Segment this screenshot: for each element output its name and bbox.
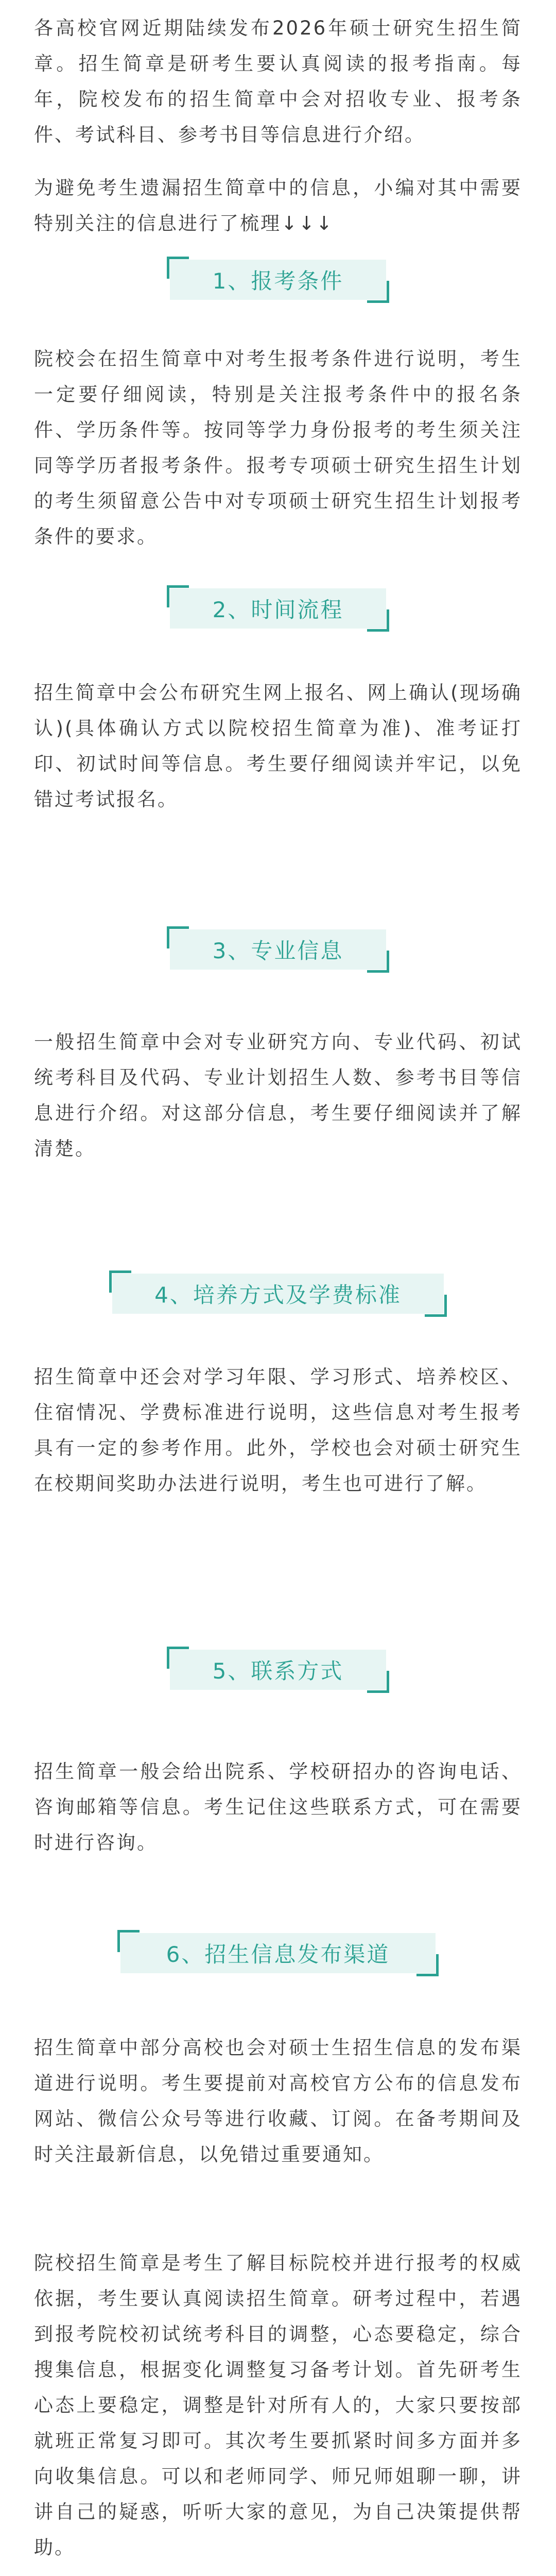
section-heading-pill [112,1274,444,1314]
section-title: 1、报考条件 [212,268,344,294]
section-heading-pill [170,260,386,300]
section-heading-1 [0,241,556,318]
section-heading-6 [0,1914,556,1992]
section-5-paragraph: 招生简章一般会给出院系、学校研招办的咨询电话、咨询邮箱等信息。考生记住这些联系方式，可在需要时进行咨询。 [34,1760,522,1854]
intro-paragraph-2: 为避免考生遗漏招生简章中的信息，小编对其中需要特别关注的信息进行了梳理↓↓↓ [34,177,522,234]
section-heading-2 [0,570,556,647]
section-heading-pill [120,1933,436,1973]
section-title: 3、专业信息 [212,938,344,963]
section-title: 6、招生信息发布渠道 [166,1942,390,1967]
section-heading-3 [0,911,556,988]
corner-bracket-decoration [167,1647,189,1669]
section-2-paragraph: 招生简章中会公布研究生网上报名、网上确认(现场确认)(具体确认方式以院校招生简章为准)、准考证打印、初试时间等信息。考生要仔细阅读并牢记，以免错过考试报名。 [34,682,522,810]
section-heading-4 [0,1255,556,1332]
section-title: 5、联系方式 [212,1658,344,1684]
section-1-paragraph: 院校会在招生简章中对考生报考条件进行说明，考生一定要仔细阅读，特别是关注报考条件中的报名条件、学历条件等。按同等学力身份报考的考生须关注同等学历者报考条件。报考专项硕士研究生招生计划的考生须留意公告中对专项硕士研究生招生计划报考条件的要求。 [34,348,522,548]
corner-bracket-decoration [367,951,389,973]
section-heading-5 [0,1631,556,1708]
corner-bracket-decoration [167,585,189,607]
section-heading-pill [170,588,386,629]
corner-bracket-decoration [167,257,189,279]
corner-bracket-decoration [109,1270,131,1293]
corner-bracket-decoration [117,1930,140,1952]
corner-bracket-decoration [167,926,189,948]
corner-bracket-decoration [367,609,389,632]
section-heading-pill [170,1650,386,1690]
corner-bracket-decoration [416,1954,439,1976]
section-title: 2、时间流程 [212,597,344,622]
section-4-paragraph: 招生简章中还会对学习年限、学习形式、培养校区、住宿情况、学费标准进行说明，这些信息对考生报考具有一定的参考作用。此外，学校也会对硕士研究生在校期间奖助办法进行说明，考生也可进行了解。 [34,1366,522,1495]
section-6-paragraph-2: 院校招生简章是考生了解目标院校并进行报考的权威依据，考生要认真阅读招生简章。研考过程中，若遇到报考院校初试统考科目的调整，心态要稳定，综合搜集信息，根据变化调整复习备考计划。首先研考生心态上要稳定，调整是针对所有人的，大家只要按部就班正常复习即可。其次考生要抓紧时间多方面并多向收集信息。可以和老师同学、师兄师姐聊一聊，讲讲自己的疑惑，听听大家的意见，为自己决策提供帮助。 [34,2252,522,2558]
corner-bracket-decoration [367,1671,389,1693]
intro-paragraph-1: 各高校官网近期陆续发布2026年硕士研究生招生简章。招生简章是研考生要认真阅读的报考指南。每年，院校发布的招生简章中会对招收专业、报考条件、考试科目、参考书目等信息进行介绍。 [34,17,522,146]
section-title: 4、培养方式及学费标准 [154,1282,402,1308]
section-6-paragraph-1: 招生简章中部分高校也会对硕士生招生信息的发布渠道进行说明。考生要提前对高校官方公布的信息发布网站、微信公众号等进行收藏、订阅。在备考期间及时关注最新信息，以免错过重要通知。 [34,2037,522,2165]
corner-bracket-decoration [425,1295,447,1317]
section-heading-pill [170,929,386,970]
section-3-paragraph: 一般招生简章中会对专业研究方向、专业代码、初试统考科目及代码、专业计划招生人数、参考书目等信息进行介绍。对这部分信息，考生要仔细阅读并了解清楚。 [34,1031,522,1160]
corner-bracket-decoration [367,281,389,303]
